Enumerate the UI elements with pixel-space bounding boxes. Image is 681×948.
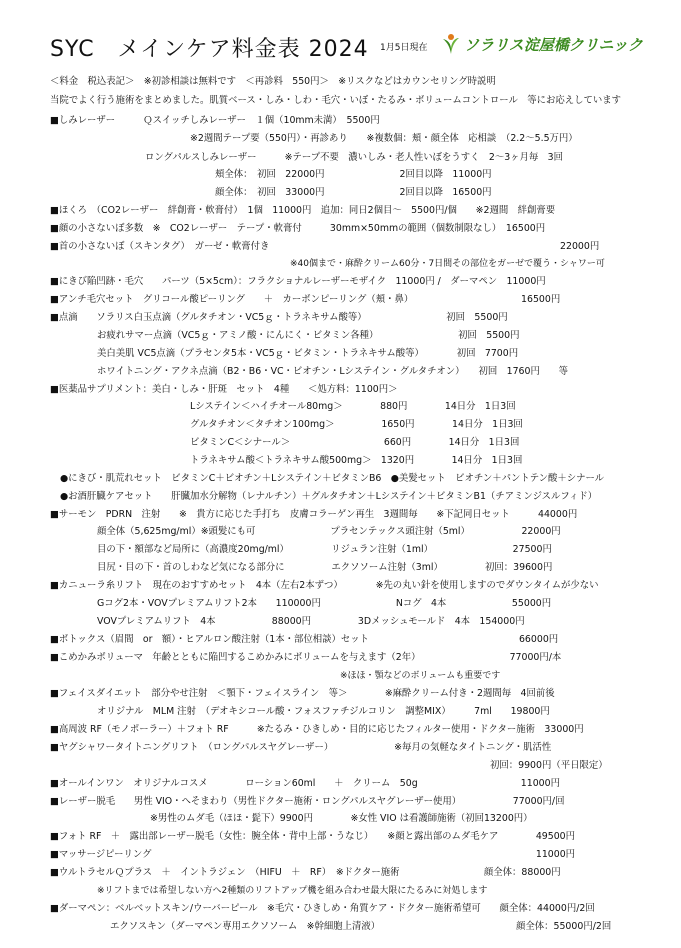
price-line: トラネキサム酸＜トラネキサム酸500mg＞ 1320円 14日分 1日3回 [190, 455, 523, 466]
price-line: エクソスキン（ダーマペン専用エクソソーム ※幹細胞上清液） 顔全体：55000円/2回 [110, 921, 612, 932]
fee-notice: ＜料金 税込表記＞ ※初診相談は無料です ＜再診料 550円＞ ※リスクなどはカウンセリング時説明 [50, 76, 496, 87]
price-line: 目尻・目の下・首のしわなど気になる部分に エクソソーム注射（3ml） 初回：39600円 [97, 562, 553, 573]
price-line: ■こめかみボリューマ 年齢とともに陥凹するこめかみにボリュームを与えます（2年） 77000円/本 [50, 652, 562, 663]
price-line: 顔全体（5,625mg/ml）※頭髪にも可 プラセンテックス頭注射（5ml） 22000円 [97, 526, 561, 537]
price-line: ■カニューラ糸リフト 現在のおすすめセット 4本（左右2本ずつ） ※先の丸い針を使用しますのでダウンタイムが少ない [50, 580, 599, 591]
price-line: ホワイトニング・アクネ点滴（B2・B6・VC・ビオチン・Lシステイン・グルタチオン） 初回 1760円 等 [97, 366, 568, 377]
price-line: ■フェイスダイエット 部分やせ注射 ＜顎下・フェイスライン 等＞ ※麻酔クリーム付き・2週間毎 4回前後 [50, 688, 555, 699]
price-line: ■にきび陥凹跡・毛穴 パーツ（5×5cm）：フラクショナルレーザーモザイク 11000円 / ダーマペン 11000円 [50, 276, 546, 287]
price-line: ※男性のムダ毛（ほほ・髭下）9900円 ※女性 VIO は看護師施術（初回13200円） [150, 813, 533, 824]
price-line: 初回：9900円（平日限定） [490, 760, 608, 771]
price-line: 美白美肌 VC5点滴（プラセンタ5本・VC5ｇ・ビタミン・トラネキサム酸等） 初回 7700円 [97, 348, 519, 359]
price-line: ■顔の小さないぼ多数 ※ CO2レーザー テープ・軟膏付 30mm×50mmの範囲（個数制限なし） 16500円 [50, 223, 546, 234]
update-date: 1月5日現在 [380, 43, 428, 53]
price-line: グルタチオン＜タチオン100mg＞ 1650円 14日分 1日3回 [190, 419, 523, 430]
clinic-logo [440, 29, 643, 59]
price-line: ■マッサージピーリング 11000円 [50, 849, 576, 860]
price-line: ■高周波 RF（モノポーラー）＋フォト RF ※たるみ・ひきしめ・目的に応じたフィルター使用・ドクター施術 33000円 [50, 724, 584, 735]
price-line: ビタミンC＜シナール＞ 660円 14日分 1日3回 [190, 437, 520, 448]
price-line: ■しみレーザー Ｑスイッチしみレーザー １個（10mm未満） 5500円 [50, 115, 380, 126]
price-line: ロングパルスしみレーザー ※テープ不要 濃いしみ・老人性いぼをうすく 2～3ヶ月毎 3回 [145, 152, 564, 163]
price-line: ■オールインワン オリジナルコスメ ローション60ml ＋ クリーム 50g 11000円 [50, 778, 560, 789]
price-line: オリジナル MLM 注射 （デオキシコール酸・フォスファチジルコリン 調整MIX） 7ml 19800円 [97, 706, 550, 717]
price-line: ■アンチ毛穴セット グリコール酸ピーリング ＋ カーボンピーリング（頬・鼻） 16500円 [50, 294, 561, 305]
price-line: 目の下・額部など局所に（高濃度20mg/ml） リジュラン注射（1ml） 27500円 [97, 544, 552, 555]
price-line: ■サーモン PDRN 注射 ※ 貴方に応じた手打ち 皮膚コラーゲン再生 3週間毎 ※下記同日セット 44000円 [50, 509, 578, 520]
price-line: ■医薬品サプリメント：美白・しみ・肝斑 セット 4種 ＜処方料：1100円＞ [50, 384, 398, 395]
price-line: ■ボトックス（眉間 or 額）・ヒアルロン酸注射（1本・部位相談）セット 66000円 [50, 634, 559, 645]
price-line: ■ダーマペン：ベルベットスキン/ウーバーピール ※毛穴・ひきしめ・角質ケア・ドクター施術希望可 顔全体：44000円/2回 [50, 903, 595, 914]
price-line: ※40個まで・麻酔クリーム60分・7日間その部位をガーゼで覆う・シャワー可 [290, 259, 605, 269]
price-line: ■ヤグシャワータイトニングリフト （ロングパルスヤグレーザー） ※毎月の気軽なタイトニング・肌活性 [50, 742, 552, 753]
price-line: ※2週間テープ要（550円）・再診あり ※複数個：頬・顔全体 応相談 （2.2～5.5万円） [190, 133, 578, 144]
price-line: ※ほほ・顎などのボリュームも重要です [340, 671, 501, 681]
price-line: ●お酒肝臓ケアセット 肝臓加水分解物（レナルチン）＋グルタチオン＋Lシステイン＋ビタミンB1（チアミンジスルフィド） [60, 491, 598, 502]
page-title: SYC メインケア料金表 2024 [50, 37, 369, 62]
price-line: Lシステイン＜ハイチオール80mg＞ 880円 14日分 1日3回 [190, 401, 516, 412]
price-line: ●にきび・肌荒れセット ビタミンC＋ビオチン＋Lシステイン＋ビタミンB6 ●美髪セット ビオチン＋パントテン酸＋シナール [60, 473, 605, 484]
clinic-logo-text: ソラリス淀屋橋クリニック [464, 35, 643, 54]
price-line: VOVプレミアムリフト 4本 88000円 3Dメッシュモールド 4本 154000円 [97, 616, 525, 627]
price-line: ■ほくろ （CO2レーザー 絆創膏・軟膏付） 1個 11000円 追加：同日2個目～ 5500円/個 ※2週間 絆創膏要 [50, 205, 556, 216]
price-line: ■点滴 ソラリス白玉点滴（グルタチオン・VC5ｇ・トラネキサム酸等） 初回 5500円 [50, 312, 508, 323]
price-line: ■フォト RF ＋ 露出部レーザー脱毛（女性：腕全体・背中上部・うなじ） ※顔と露出部のムダ毛ケア 49500円 [50, 831, 576, 842]
price-line: ■レーザー脱毛 男性 VIO・へそまわり（男性ドクター施術・ロングパルスヤグレーザー使用） 77000円/回 [50, 796, 565, 807]
price-line: ※リフトまでは希望しない方へ2種類のリフトアップ機を組み合わせ最大限にたるみに対処します [97, 886, 488, 896]
price-line: 頬全体： 初回 22000円 2回目以降 11000円 [215, 169, 492, 180]
price-line: ■首の小さないぼ（スキンタグ） ガーゼ・軟膏付き 22000円 [50, 241, 600, 252]
price-line: Gコグ2本・VOVプレミアムリフト2本 110000円 Nコグ 4本 55000円 [97, 598, 552, 609]
price-line: お疲れサマー点滴（VC5ｇ・アミノ酸・にんにく・ビタミン各種） 初回 5500円 [97, 330, 520, 341]
price-line: ■ウルトラセルＱプラス ＋ イントラジェン （HIFU ＋ RF） ※ドクター施術 顔全体：88000円 [50, 867, 561, 878]
intro-summary: 当院でよく行う施術をまとめました。肌質ベース・しみ・しわ・毛穴・いぼ・たるみ・ボリュームコントロール 等にお応えしています [50, 95, 621, 106]
price-line: 顔全体： 初回 33000円 2回目以降 16500円 [215, 187, 492, 198]
leaf-logo-icon [440, 32, 462, 56]
